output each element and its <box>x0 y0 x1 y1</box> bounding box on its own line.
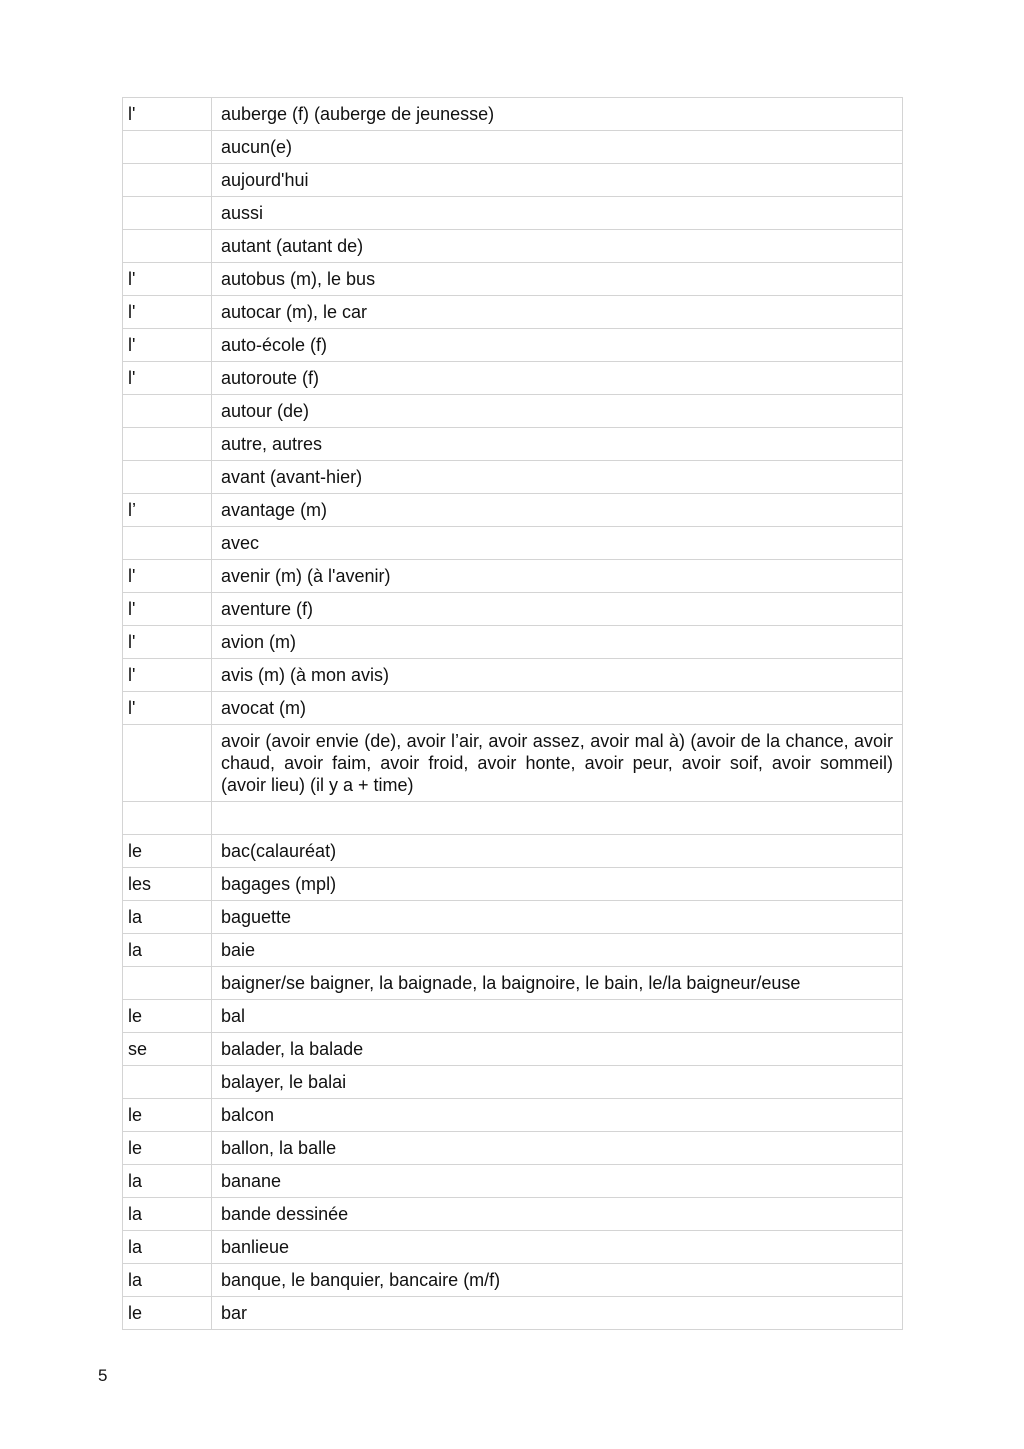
word-cell: aujourd'hui <box>212 164 903 197</box>
article-cell: le <box>123 1132 212 1165</box>
table-row <box>123 428 903 461</box>
table-row <box>123 1066 903 1099</box>
table-row <box>123 626 903 659</box>
word-cell: bal <box>212 1000 903 1033</box>
word-cell: autoroute (f) <box>212 362 903 395</box>
word-cell: avoir (avoir envie (de), avoir l’air, avoir assez, avoir mal à) (avoir de la chance, avoir chaud, avoir faim, avoir froid, avoir honte, avoir peur, avoir soif, avoir sommeil) (avoir lieu) (il y a + time) <box>212 725 903 802</box>
word-cell: autant (autant de) <box>212 230 903 263</box>
table-row <box>123 835 903 868</box>
word-cell: avion (m) <box>212 626 903 659</box>
table-row <box>123 1165 903 1198</box>
word-cell <box>212 802 903 835</box>
table-row <box>123 659 903 692</box>
word-cell: bar <box>212 1297 903 1330</box>
word-cell: baie <box>212 934 903 967</box>
article-cell <box>123 164 212 197</box>
word-cell: autre, autres <box>212 428 903 461</box>
table-row <box>123 494 903 527</box>
article-cell <box>123 802 212 835</box>
word-cell: ballon, la balle <box>212 1132 903 1165</box>
article-cell: la <box>123 1165 212 1198</box>
vocabulary-table <box>122 97 903 1330</box>
word-cell: balader, la balade <box>212 1033 903 1066</box>
article-cell: l' <box>123 329 212 362</box>
word-cell: auberge (f) (auberge de jeunesse) <box>212 98 903 131</box>
table-row <box>123 1000 903 1033</box>
article-cell <box>123 131 212 164</box>
table-row <box>123 98 903 131</box>
word-cell: avec <box>212 527 903 560</box>
word-cell: bagages (mpl) <box>212 868 903 901</box>
article-cell: se <box>123 1033 212 1066</box>
word-cell: aventure (f) <box>212 593 903 626</box>
article-cell: l’ <box>123 494 212 527</box>
table-row <box>123 967 903 1000</box>
table-row <box>123 230 903 263</box>
article-cell <box>123 197 212 230</box>
article-cell <box>123 725 212 802</box>
article-cell: l' <box>123 626 212 659</box>
word-cell: autour (de) <box>212 395 903 428</box>
table-row <box>123 131 903 164</box>
word-cell: avantage (m) <box>212 494 903 527</box>
article-cell: la <box>123 1231 212 1264</box>
table-row <box>123 692 903 725</box>
article-cell: l' <box>123 659 212 692</box>
article-cell: l' <box>123 263 212 296</box>
article-cell: l' <box>123 98 212 131</box>
table-row <box>123 725 903 802</box>
article-cell <box>123 395 212 428</box>
article-cell: le <box>123 1099 212 1132</box>
word-cell: avocat (m) <box>212 692 903 725</box>
article-cell: le <box>123 1297 212 1330</box>
word-cell: autobus (m), le bus <box>212 263 903 296</box>
word-cell: banlieue <box>212 1231 903 1264</box>
article-cell: la <box>123 1264 212 1297</box>
table-row <box>123 461 903 494</box>
article-cell: l' <box>123 362 212 395</box>
word-cell: bande dessinée <box>212 1198 903 1231</box>
table-row <box>123 868 903 901</box>
article-cell: le <box>123 1000 212 1033</box>
article-cell <box>123 461 212 494</box>
article-cell: les <box>123 868 212 901</box>
word-cell: avant (avant-hier) <box>212 461 903 494</box>
table-row <box>123 296 903 329</box>
table-row <box>123 1033 903 1066</box>
table-row <box>123 395 903 428</box>
article-cell: la <box>123 934 212 967</box>
word-cell: baguette <box>212 901 903 934</box>
article-cell: l' <box>123 560 212 593</box>
table-row <box>123 560 903 593</box>
table-row <box>123 1198 903 1231</box>
table-row <box>123 329 903 362</box>
word-cell: banque, le banquier, bancaire (m/f) <box>212 1264 903 1297</box>
table-row <box>123 934 903 967</box>
table-row <box>123 901 903 934</box>
table-row <box>123 1231 903 1264</box>
word-cell: auto-école (f) <box>212 329 903 362</box>
word-cell: baigner/se baigner, la baignade, la baignoire, le bain, le/la baigneur/euse <box>212 967 903 1000</box>
table-row <box>123 593 903 626</box>
word-cell: autocar (m), le car <box>212 296 903 329</box>
word-cell: avenir (m) (à l'avenir) <box>212 560 903 593</box>
article-cell <box>123 230 212 263</box>
article-cell: l' <box>123 593 212 626</box>
article-cell <box>123 428 212 461</box>
article-cell: la <box>123 1198 212 1231</box>
word-cell: bac(calauréat) <box>212 835 903 868</box>
vocabulary-table-body <box>123 98 903 1330</box>
article-cell: l' <box>123 296 212 329</box>
word-cell: aussi <box>212 197 903 230</box>
word-cell: banane <box>212 1165 903 1198</box>
word-cell: avis (m) (à mon avis) <box>212 659 903 692</box>
article-cell: l' <box>123 692 212 725</box>
article-cell: la <box>123 901 212 934</box>
page-number: 5 <box>98 1366 108 1385</box>
table-row <box>123 164 903 197</box>
table-row <box>123 527 903 560</box>
table-row <box>123 802 903 835</box>
table-row <box>123 197 903 230</box>
article-cell <box>123 1066 212 1099</box>
article-cell: le <box>123 835 212 868</box>
article-cell <box>123 527 212 560</box>
table-row <box>123 1297 903 1330</box>
word-cell: aucun(e) <box>212 131 903 164</box>
table-row <box>123 1132 903 1165</box>
article-cell <box>123 967 212 1000</box>
table-row <box>123 1099 903 1132</box>
table-row <box>123 362 903 395</box>
word-cell: balayer, le balai <box>212 1066 903 1099</box>
table-row <box>123 1264 903 1297</box>
word-cell: balcon <box>212 1099 903 1132</box>
table-row <box>123 263 903 296</box>
